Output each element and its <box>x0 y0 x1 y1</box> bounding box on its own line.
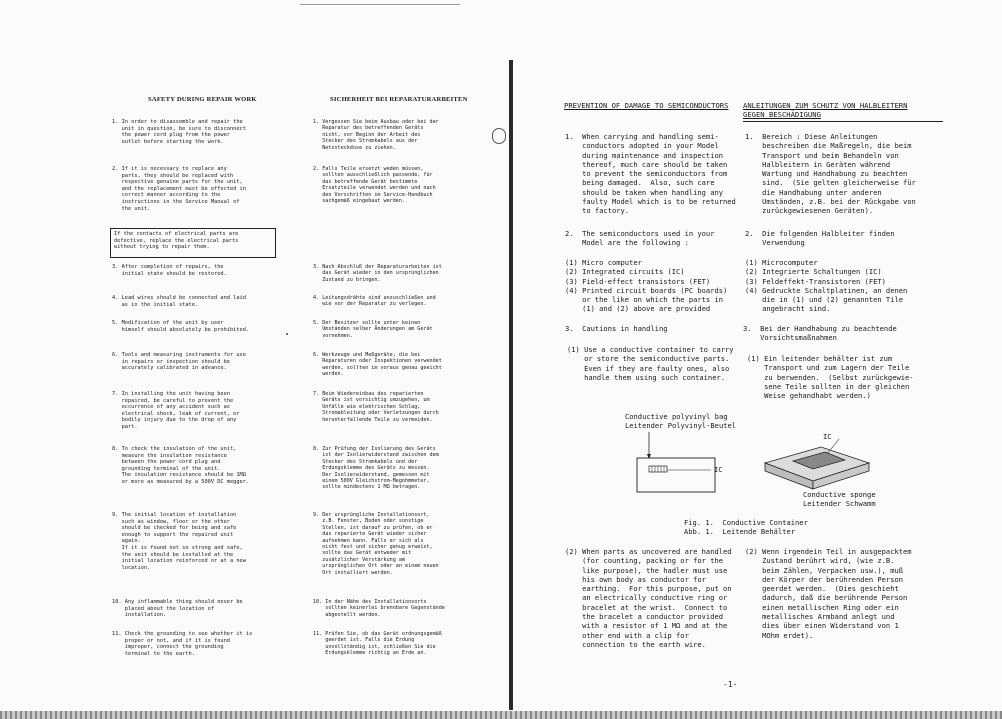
binder-clip-icon <box>492 128 506 144</box>
heading-underline <box>743 121 943 122</box>
en-item-3: 3. After completion of repairs, the initial state should be restored. <box>112 264 227 277</box>
en-para-1: 1. When carrying and handling semi- conductors adopted in your Model during maintenance and inspection thereof, much care should be taken to prevent the semiconductors from being damaged. Also, such care should be taken when handling any faulty Model which is to be returned to factory. <box>565 132 736 216</box>
figure-caption: Fig. 1. Conductive Container Abb. 1. Leitende Behälter <box>684 518 808 537</box>
de-para-2: 2. Die folgenden Halbleiter finden Verwendung <box>745 229 895 248</box>
en-para-3: 3. Cautions in handling <box>565 324 668 333</box>
scan-speck <box>286 333 288 335</box>
en-item-8: 8. To check the insulation of the unit, measure the insulation resistance between the power cord plug and grounding terminal of the unit. The insulation resistance should be 1MΩ or more as measured by a 500V DC megger. <box>112 446 250 485</box>
de-item-8: 8. Zur Prüfung der Isolierung des Geräts ist der Isolierwiderstand zwischen dem Stecker des Stromkabels und der Erdungsklemme des Geräts zu messen. Der Isolierwiderstand, gemessen mit einem 500V Gleichstrom-Megohmmeter, sollte mindestens 1 MΩ betragen. <box>313 446 439 491</box>
de-para-3: 3. Bei der Handhabung zu beachtende Vorsichtsmaßnahmen <box>743 324 897 343</box>
en-item-11: 11. Check the grounding to see whether it is proper or not, and if it is found improper, connect the grounding terminal to the earth. <box>112 631 253 657</box>
en-item-4: 4. Lead wires should be connected and laid as in the initial state. <box>112 295 246 308</box>
de-item-3: 3. Nach Abschluß der Reparaturarbeiten ist das Gerät wieder in den ursprünglichen Zustand zu bringen. <box>313 264 442 283</box>
en-semiconductor-list: (1) Micro computer (2) Integrated circuits (IC) (3) Field-effect transistors (FET) (4) Printed circuit boards (PC boards) or the like on which the parts in (1) and (2) above are provided <box>565 258 728 314</box>
en-semiconductor-heading: PREVENTION OF DAMAGE TO SEMICONDUCTORS <box>564 101 729 110</box>
en-caution-1: (1) Use a conductive container to carry or store the semiconductive parts. Even if they are faulty ones, also handle them using such container. <box>567 345 734 382</box>
de-semiconductor-list: (1) Microcomputer (2) Integrierte Schaltungen (IC) (3) Feldeffekt-Transistoren (FET) (4) Gedruckte Schaltplatinen, an denen die in (1) und (2) genannten Tile angebracht sind. <box>745 258 908 314</box>
en-para-2: 2. The semiconductors used in your Model are the following : <box>565 229 715 248</box>
en-item-7: 7. In installing the unit having been repaired, be careful to prevent the occurrence of any accident such as electrical shock, leak of current, or bodily injury due to the drop of any part. <box>112 391 240 430</box>
de-item-7: 7. Beim Wiedereinbau des reparierten Geräts ist vorsichtig umzugehen, um Unfälle wie elektrischen Schlag, Stromableitung oder Verletzungen durch herunterfallende Teile zu vermeiden. <box>313 391 439 423</box>
ic-label-sponge: IC <box>823 432 832 441</box>
de-item-10: 10. In der Nähe des Installationsorts sollten keinerlei brennbare Gegenstände abgestellt werden. <box>313 599 445 618</box>
en-item-10: 10. Any inflammable thing should never be placed about the location of installation. <box>112 599 243 619</box>
de-item-11: 11. Prüfen Sie, ob das Gerät ordnungsgemäß geerdet ist. Falls die Erdung unvollständig ist, schließen Sie die Erdungsklemme richtig an Erde an. <box>313 631 442 657</box>
de-item-2: 2. Falls Teile ersetzt weden müssen, sollten ausschließlich passende, für das betreffende Gerät bestimmte Ersatzteile verwendet werden und nach den Vorschriften im Service-Handbuch sachgemäß eingebaut werden. <box>313 166 436 205</box>
de-item-5: 5. Der Besitzer sollte unter keinen Umständen selber Änderungen am Gerät vornehmen. <box>313 320 433 339</box>
de-semiconductor-heading: ANLEITUNGEN ZUM SCHUTZ VON HALBLEITERN GEGEN BESCHÄDIGUNG <box>743 101 908 120</box>
scan-edge-strip <box>0 711 1002 719</box>
de-item-4: 4. Leitungsdrähte sind anzuschließen und wie vor der Reparatur zu verlegen. <box>313 295 436 308</box>
en-item-6: 6. Tools and measuring instruments for use in repairs or inspection should be accurately calibrated in advance. <box>112 352 246 372</box>
right-page-semiconductors <box>513 0 1002 719</box>
en-caution-2: (2) When parts as uncovered are handled (for counting, packing or for the like purpose), the hadler must use his own body as conductor for earthing. For this purpose, put on an electrically conductive ring or bracelet at the wrist. Connect to the bracelet a conductor provided with a resistor of 1 MΩ and at the other end with a clip for connection to the earth wire. <box>565 547 732 649</box>
en-item-5: 5. Modification of the unit by user himself should absolutely be prohibited. <box>112 320 250 333</box>
de-caution-2: (2) Wenn irgendein Teil in ausgepacktem Zustand berührt wird, (wie z.B. beim Zählen, Verpacken usw.), muß der Körper der berührenden Person geerdet werden. (Dies geschieht dadurch, daß die berührende Person einen metallischen Ring oder ein metallisches Armband anlegt und dies über einen Widerstand von 1 MOhm erdet). <box>745 547 912 640</box>
de-item-6: 6. Werkzeuge und Meßgeräte, die bei Reparaturen oder Inspektionen verwendet werden, sollten im voraus genau geeicht werden. <box>313 352 442 378</box>
warning-box: If the contacts of electrical parts are defective, replace the electrical parts without trying to repair them. <box>110 228 276 258</box>
en-safety-title: SAFETY DURING REPAIR WORK <box>148 96 257 103</box>
ic-label-bag: IC <box>714 465 723 474</box>
page-number: -1- <box>723 680 738 689</box>
de-item-9: 9. Der ursprüngliche Installationsort, z.B. Fenster, Boden oder sonstige Stellen, ist darauf zu prüfen, ob er das reparierte Gerät wieder sicher aufnehmen kann. Falls er sich als nicht fest und sicher genug erweist, sollte das Gerät entweder mit zusätzlicher Verstärkung am ursprünglichen Ort oder an einem neuen Ort installiert werden. <box>313 512 439 576</box>
conductive-sponge-illustration <box>763 435 873 495</box>
en-item-9: 9. The initial location of installation such as window, floor or the other should be checked for being and safe enough to support the repaired unit again. If it is found not so strong and safe, the unit should be installed at the initial location reinforced or at a new location. <box>112 512 246 571</box>
de-item-1: 1. Vergessen Sie beim Ausbau oder bei der Reparatur des betreffenden Geräts nicht, vor Beginn der Arbeit des Stecker des Stromkabels aus der Netzsteckdose zu ziehen. <box>313 119 439 151</box>
bag-label: Conductive polyvinyl bag Leitender Polyvinyl-Beutel <box>625 412 737 431</box>
en-item-2: 2. If it is necessary to replace any parts, they should be replaced with respective genuine parts for the unit, and the replacement must be effected in correct manner according to the instructions in the Service Manual of the unit. <box>112 166 246 212</box>
sponge-label: Conductive sponge Leitender Schwamm <box>803 490 876 509</box>
de-caution-1: (1) Ein leitender behälter ist zum Transport und zum Lagern der Teile zu berwenden. (Selbst zurückgewie- sene Teile sollten in der gleichen Weise gehandhabt werden.) <box>747 354 914 401</box>
de-safety-title: SICHERHEIT BEI REPARATURARBEITEN <box>330 96 468 103</box>
en-item-1: 1. In order to disassemble and repair the unit in question, be sure to disconnect the power cord plug from the power outlet before starting the work. <box>112 119 246 145</box>
de-para-1: 1. Bereich : Diese Anleitungen beschreiben die Maßregeln, die beim Transport und beim Behandeln von Halbleitern in Geräten während Wartung und Handhabung zu beachten sind. (Sie gelten gleicherweise für die Handhabung unter anderen Umständen, z.B. bei der Rückgabe von zurückgewiesenen Geräten). <box>745 132 916 216</box>
